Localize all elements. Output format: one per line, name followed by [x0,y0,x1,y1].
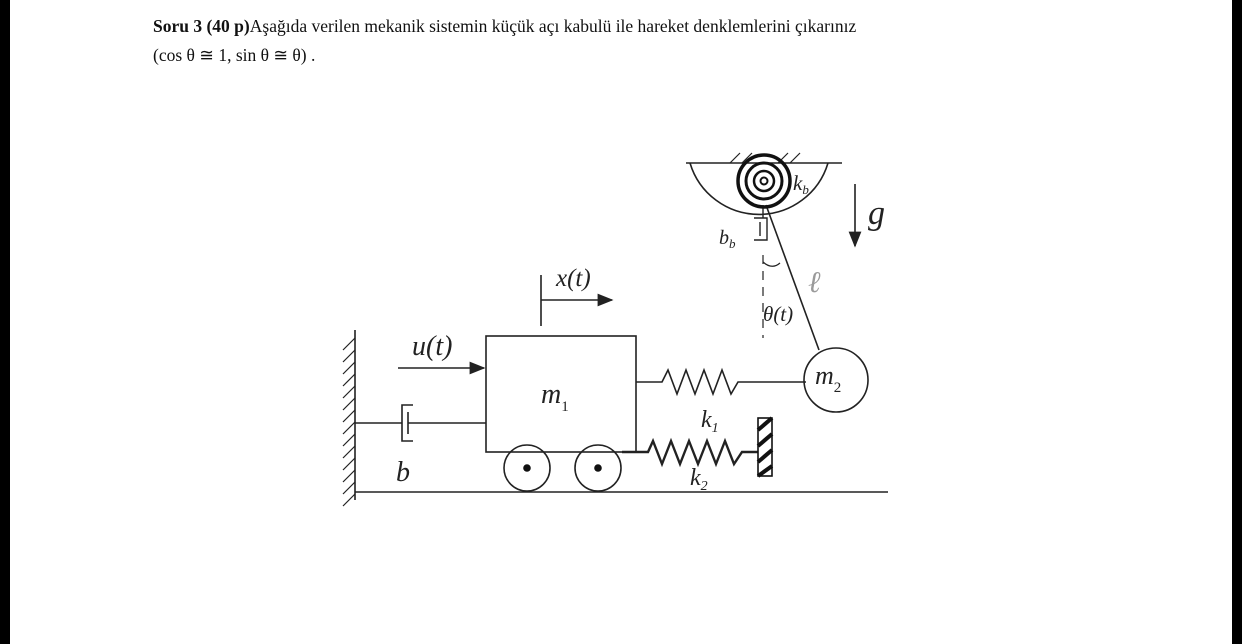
label-m1-sub: 1 [561,399,569,415]
label-m1-main: m [541,379,562,410]
left-wall-hatch [343,338,355,506]
label-g: g [868,195,885,232]
label-m2-main: m [815,361,834,390]
label-m1 [541,379,569,415]
question-body: Aşağıda verilen mekanik sistemin küçük açı kabulü ile hareket denklemlerini çıkarınız [249,16,857,36]
label-u: u(t) [412,331,453,362]
label-k2-main: k [690,465,701,491]
label-k1-sub: 1 [711,421,719,436]
label-k1-main: k [701,407,712,433]
theta-arc [763,262,780,266]
label-kb-sub: b [802,182,809,197]
small-angle-assumption: (cos θ ≅ 1, sin θ ≅ θ) . [153,45,316,65]
label-bb-sub: b [729,236,736,251]
label-theta: θ(t) [763,302,794,326]
label-x: x(t) [556,265,591,292]
wheel-left-axle [523,464,531,472]
torsion-spring-kb [738,155,790,207]
spring-k2 [622,441,758,464]
spring-k1 [636,370,806,394]
label-kb [793,171,809,197]
wheel-right-axle [594,464,602,472]
k2-wall [758,418,772,476]
label-k1 [701,407,719,436]
label-m2-sub: 2 [833,380,842,396]
label-ell: ℓ [808,266,821,299]
damper-bb [754,205,767,240]
label-kb-main: k [793,171,803,195]
label-bb [719,227,736,251]
label-m2 [815,361,841,396]
question-number: Soru 3 (40 p) [153,16,250,36]
label-b: b [396,457,410,488]
label-k2-sub: 2 [700,479,708,494]
damper-b [355,405,486,441]
label-bb-main: b [719,227,729,249]
label-k2 [690,465,708,494]
